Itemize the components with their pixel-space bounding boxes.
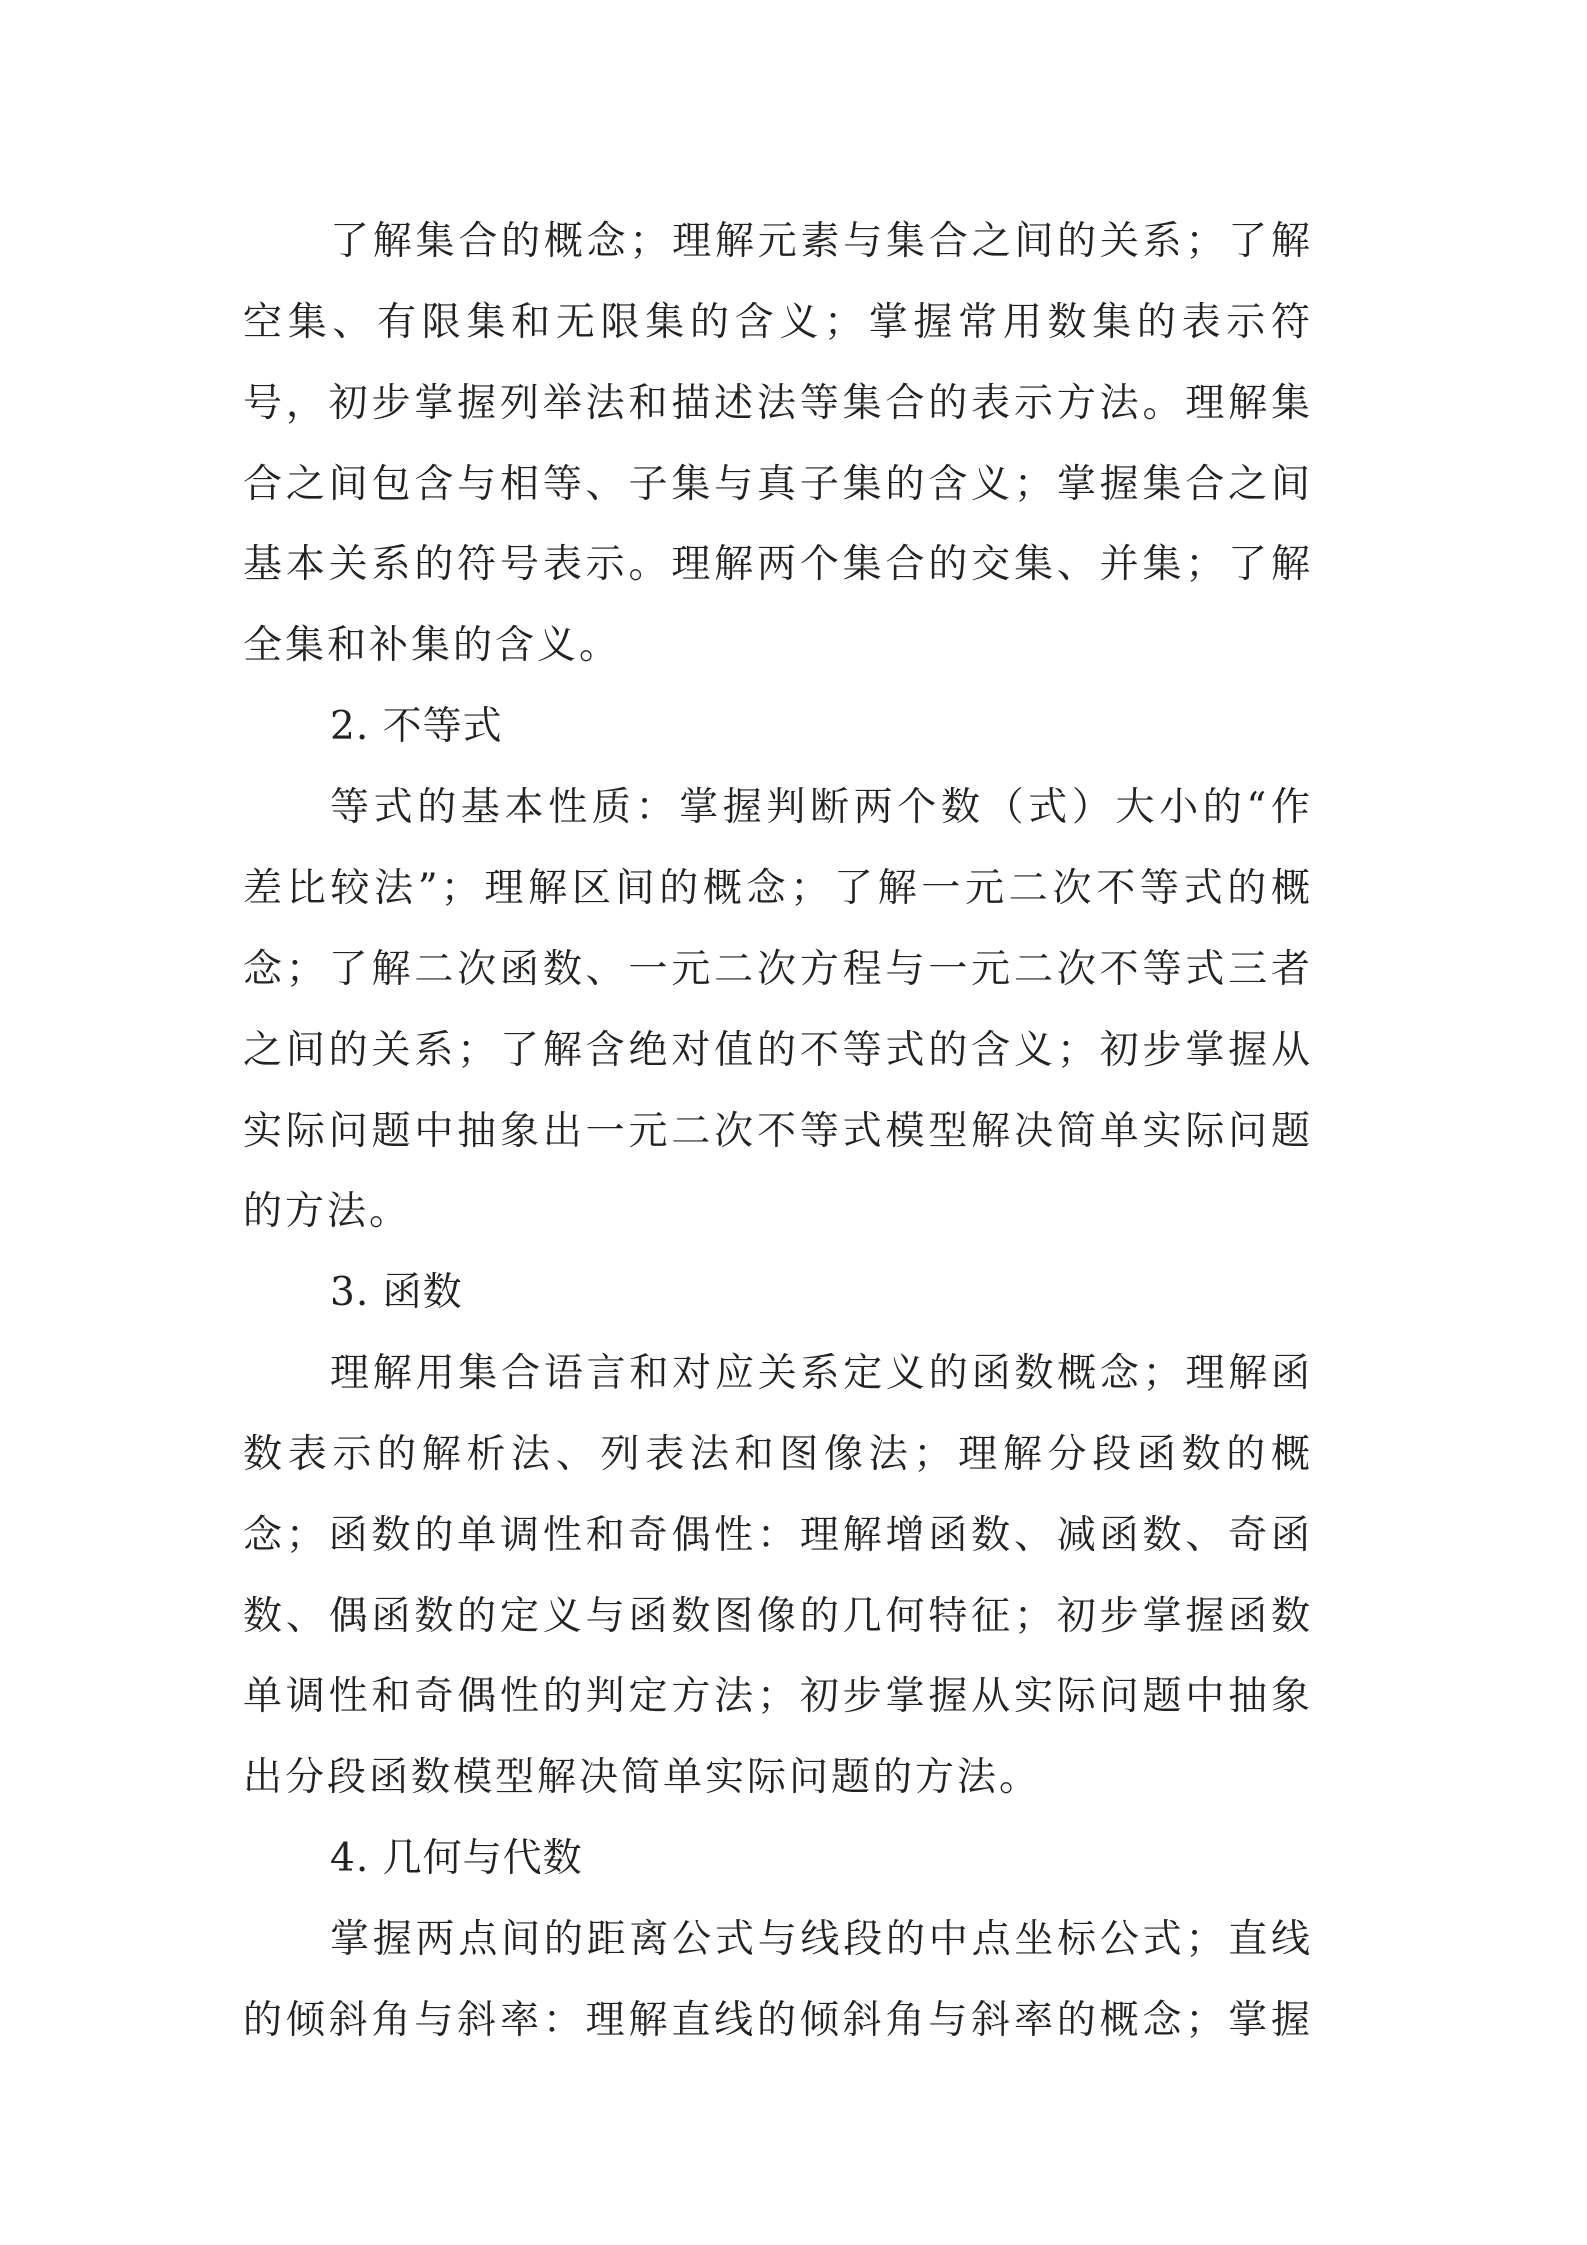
section-heading: 4. 几何与代数 (330, 1836, 583, 1881)
paragraph-line: 数表示的解析法、列表法和图像法；理解分段函数的概 (243, 1432, 1313, 1477)
paragraph-line: 全集和补集的含义。 (243, 623, 622, 668)
paragraph-line: 之间的关系；了解含绝对值的不等式的含义；初步掌握从 (243, 1028, 1313, 1073)
paragraph-line: 出分段函数模型解决简单实际问题的方法。 (243, 1755, 1042, 1800)
paragraph-line: 理解用集合语言和对应关系定义的函数概念；理解函 (330, 1351, 1313, 1396)
paragraph-line: 基本关系的符号表示。理解两个集合的交集、并集；了解 (243, 542, 1313, 587)
paragraph-line: 单调性和奇偶性的判定方法；初步掌握从实际问题中抽象 (243, 1674, 1313, 1719)
section-heading: 3. 函数 (330, 1270, 463, 1315)
paragraph-line: 念；函数的单调性和奇偶性：理解增函数、减函数、奇函 (243, 1513, 1313, 1558)
paragraph-line: 掌握两点间的距离公式与线段的中点坐标公式；直线 (330, 1917, 1313, 1962)
paragraph-line: 念；了解二次函数、一元二次方程与一元二次不等式三者 (243, 947, 1313, 992)
paragraph-line: 的倾斜角与斜率：理解直线的倾斜角与斜率的概念；掌握 (243, 1998, 1313, 2043)
paragraph-line: 差比较法”；理解区间的概念；了解一元二次不等式的概 (243, 866, 1313, 911)
section-heading: 2. 不等式 (330, 704, 503, 749)
paragraph-line: 合之间包含与相等、子集与真子集的含义；掌握集合之间 (243, 462, 1313, 507)
paragraph-line: 数、偶函数的定义与函数图像的几何特征；初步掌握函数 (243, 1594, 1313, 1639)
paragraph-line: 号，初步掌握列举法和描述法等集合的表示方法。理解集 (243, 381, 1313, 426)
paragraph-line: 实际问题中抽象出一元二次不等式模型解决简单实际问题 (243, 1109, 1313, 1154)
paragraph-line: 空集、有限集和无限集的含义；掌握常用数集的表示符 (243, 300, 1313, 345)
paragraph-line: 等式的基本性质：掌握判断两个数（式）大小的“作 (330, 785, 1313, 830)
paragraph-line: 了解集合的概念；理解元素与集合之间的关系；了解 (330, 219, 1313, 264)
paragraph-line: 的方法。 (243, 1189, 412, 1234)
